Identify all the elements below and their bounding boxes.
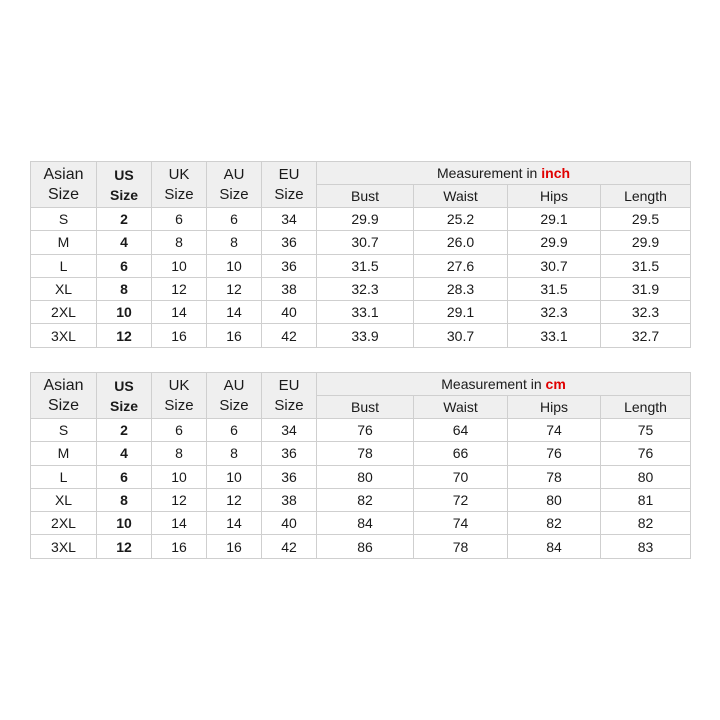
uk-size-cell: 6 [152,208,207,231]
bust-cell: 86 [317,535,414,558]
bust-cell: 76 [317,419,414,442]
asian-size-cell: 3XL [31,535,97,558]
us-size-cell: 12 [97,324,152,347]
length-cell: 29.9 [601,231,691,254]
length-cell: 29.5 [601,208,691,231]
asian-size-cell: 2XL [31,512,97,535]
asian-size-cell: S [31,208,97,231]
eu-size-cell: 40 [262,301,317,324]
asian-size-header: Asian Size [31,373,97,419]
au-size-cell: 16 [207,324,262,347]
hips-cell: 80 [508,488,601,511]
uk-size-cell: 16 [152,535,207,558]
bust-header: Bust [317,185,414,208]
size-chart-inch-table [30,161,691,348]
table-row [31,277,691,300]
length-header: Length [601,185,691,208]
us-size-cell: 8 [97,277,152,300]
length-cell: 82 [601,512,691,535]
asian-size-cell: S [31,419,97,442]
hips-cell: 76 [508,442,601,465]
hips-cell: 74 [508,419,601,442]
bust-cell: 33.1 [317,301,414,324]
us-size-cell: 2 [97,419,152,442]
bust-cell: 32.3 [317,277,414,300]
uk-size-cell: 10 [152,465,207,488]
table-row [31,324,691,347]
au-size-cell: 8 [207,442,262,465]
length-cell: 32.3 [601,301,691,324]
bust-cell: 30.7 [317,231,414,254]
asian-size-cell: XL [31,277,97,300]
eu-size-header: EU Size [262,373,317,419]
eu-size-cell: 34 [262,419,317,442]
uk-size-cell: 14 [152,301,207,324]
eu-size-cell: 38 [262,277,317,300]
asian-size-cell: 2XL [31,301,97,324]
asian-size-header: Asian Size [31,162,97,208]
au-size-header: AU Size [207,162,262,208]
hips-header: Hips [508,185,601,208]
bust-cell: 82 [317,488,414,511]
uk-size-cell: 8 [152,231,207,254]
au-size-header: AU Size [207,373,262,419]
waist-cell: 26.0 [414,231,508,254]
hips-cell: 29.1 [508,208,601,231]
eu-size-cell: 42 [262,535,317,558]
waist-cell: 29.1 [414,301,508,324]
size-chart-cm-table [30,372,691,559]
unit-label: cm [545,376,566,392]
waist-cell: 78 [414,535,508,558]
unit-label: inch [541,165,571,181]
eu-size-cell: 36 [262,442,317,465]
waist-cell: 70 [414,465,508,488]
length-cell: 83 [601,535,691,558]
measurement-header: Measurement in cm [317,373,691,396]
table-row [31,512,691,535]
length-header: Length [601,396,691,419]
waist-cell: 27.6 [414,254,508,277]
eu-size-cell: 36 [262,231,317,254]
bust-cell: 78 [317,442,414,465]
us-size-cell: 2 [97,208,152,231]
asian-size-cell: L [31,465,97,488]
table-row [31,301,691,324]
length-cell: 75 [601,419,691,442]
au-size-cell: 12 [207,488,262,511]
uk-size-cell: 12 [152,277,207,300]
bust-cell: 33.9 [317,324,414,347]
eu-size-cell: 38 [262,488,317,511]
waist-cell: 64 [414,419,508,442]
length-cell: 31.9 [601,277,691,300]
hips-cell: 84 [508,535,601,558]
au-size-cell: 12 [207,277,262,300]
waist-cell: 30.7 [414,324,508,347]
hips-cell: 30.7 [508,254,601,277]
us-size-cell: 6 [97,254,152,277]
asian-size-cell: L [31,254,97,277]
au-size-cell: 10 [207,465,262,488]
table-row [31,208,691,231]
uk-size-cell: 8 [152,442,207,465]
bust-cell: 84 [317,512,414,535]
waist-cell: 74 [414,512,508,535]
bust-cell: 29.9 [317,208,414,231]
measurement-header: Measurement in inch [317,162,691,185]
au-size-cell: 6 [207,419,262,442]
uk-size-cell: 6 [152,419,207,442]
uk-size-cell: 10 [152,254,207,277]
au-size-cell: 10 [207,254,262,277]
uk-size-header: UK Size [152,373,207,419]
uk-size-header: UK Size [152,162,207,208]
us-size-cell: 4 [97,231,152,254]
waist-cell: 72 [414,488,508,511]
hips-cell: 31.5 [508,277,601,300]
waist-header: Waist [414,396,508,419]
hips-cell: 82 [508,512,601,535]
asian-size-cell: M [31,442,97,465]
length-cell: 31.5 [601,254,691,277]
length-cell: 81 [601,488,691,511]
us-size-header: US Size [97,162,152,208]
eu-size-cell: 36 [262,254,317,277]
table-row [31,465,691,488]
au-size-cell: 6 [207,208,262,231]
bust-cell: 31.5 [317,254,414,277]
table-row [31,254,691,277]
length-cell: 80 [601,465,691,488]
uk-size-cell: 16 [152,324,207,347]
hips-cell: 78 [508,465,601,488]
asian-size-cell: M [31,231,97,254]
us-size-cell: 12 [97,535,152,558]
bust-header: Bust [317,396,414,419]
au-size-cell: 16 [207,535,262,558]
eu-size-cell: 42 [262,324,317,347]
table-row [31,488,691,511]
hips-header: Hips [508,396,601,419]
us-size-header: US Size [97,373,152,419]
asian-size-cell: 3XL [31,324,97,347]
au-size-cell: 14 [207,512,262,535]
eu-size-cell: 34 [262,208,317,231]
us-size-cell: 4 [97,442,152,465]
hips-cell: 32.3 [508,301,601,324]
table-row [31,535,691,558]
waist-cell: 25.2 [414,208,508,231]
hips-cell: 33.1 [508,324,601,347]
us-size-cell: 10 [97,301,152,324]
uk-size-cell: 14 [152,512,207,535]
length-cell: 32.7 [601,324,691,347]
us-size-cell: 10 [97,512,152,535]
table-row [31,419,691,442]
asian-size-cell: XL [31,488,97,511]
us-size-cell: 6 [97,465,152,488]
au-size-cell: 8 [207,231,262,254]
hips-cell: 29.9 [508,231,601,254]
table-row [31,442,691,465]
waist-cell: 66 [414,442,508,465]
length-cell: 76 [601,442,691,465]
eu-size-cell: 36 [262,465,317,488]
bust-cell: 80 [317,465,414,488]
au-size-cell: 14 [207,301,262,324]
eu-size-header: EU Size [262,162,317,208]
table-row [31,231,691,254]
eu-size-cell: 40 [262,512,317,535]
us-size-cell: 8 [97,488,152,511]
uk-size-cell: 12 [152,488,207,511]
waist-cell: 28.3 [414,277,508,300]
waist-header: Waist [414,185,508,208]
